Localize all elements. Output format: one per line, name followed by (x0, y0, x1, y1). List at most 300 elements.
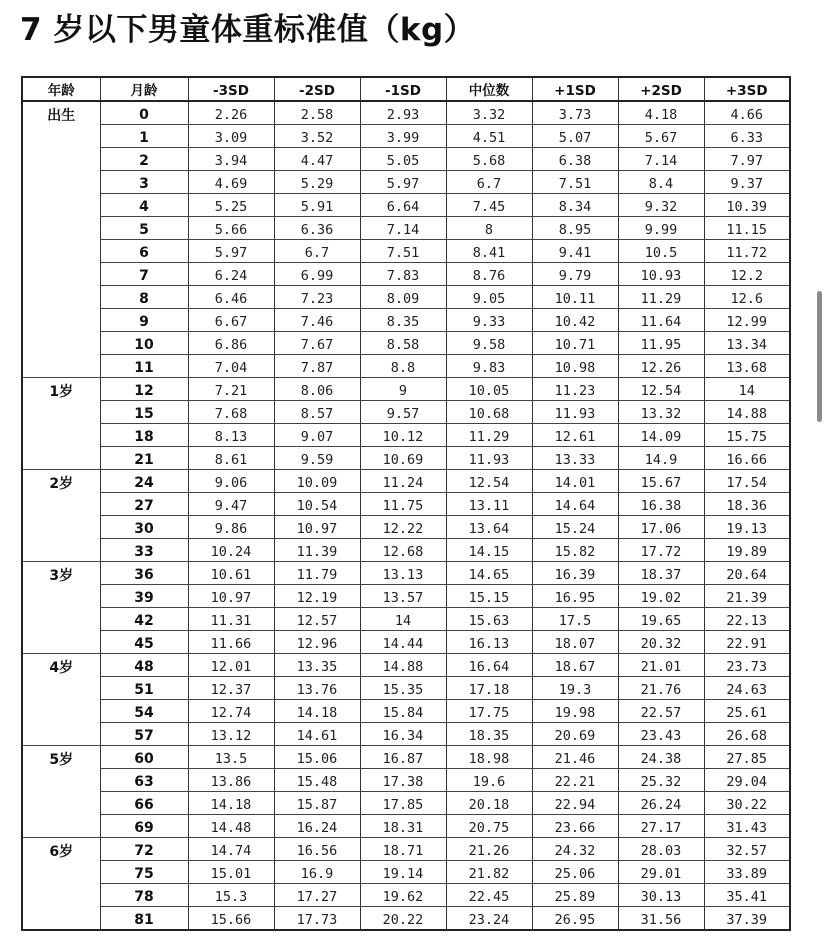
age-cell: 6岁 (22, 838, 100, 861)
value-cell: 2.93 (360, 101, 446, 125)
month-cell: 39 (100, 585, 188, 608)
header-minus-2sd: -2SD (274, 77, 360, 101)
value-cell: 12.61 (532, 424, 618, 447)
age-cell: 2岁 (22, 470, 100, 493)
value-cell: 11.39 (274, 539, 360, 562)
value-cell: 9.83 (446, 355, 532, 378)
table-row (22, 286, 790, 309)
value-cell: 15.35 (360, 677, 446, 700)
value-cell: 15.82 (532, 539, 618, 562)
value-cell: 13.33 (532, 447, 618, 470)
value-cell: 8.76 (446, 263, 532, 286)
value-cell: 12.01 (188, 654, 274, 677)
table-row (22, 355, 790, 378)
value-cell: 16.24 (274, 815, 360, 838)
value-cell: 18.67 (532, 654, 618, 677)
value-cell: 6.99 (274, 263, 360, 286)
value-cell: 19.13 (704, 516, 790, 539)
value-cell: 10.54 (274, 493, 360, 516)
value-cell: 17.18 (446, 677, 532, 700)
value-cell: 5.97 (188, 240, 274, 263)
value-cell: 11.29 (446, 424, 532, 447)
value-cell: 16.66 (704, 447, 790, 470)
value-cell: 12.6 (704, 286, 790, 309)
value-cell: 2.58 (274, 101, 360, 125)
age-cell (22, 309, 100, 332)
value-cell: 9.07 (274, 424, 360, 447)
value-cell: 12.54 (618, 378, 704, 401)
month-cell: 10 (100, 332, 188, 355)
value-cell: 19.3 (532, 677, 618, 700)
table-row (22, 309, 790, 332)
value-cell: 14.64 (532, 493, 618, 516)
value-cell: 22.57 (618, 700, 704, 723)
value-cell: 7.23 (274, 286, 360, 309)
value-cell: 9.32 (618, 194, 704, 217)
value-cell: 13.86 (188, 769, 274, 792)
value-cell: 3.73 (532, 101, 618, 125)
value-cell: 31.56 (618, 907, 704, 931)
age-cell (22, 792, 100, 815)
value-cell: 10.09 (274, 470, 360, 493)
value-cell: 26.24 (618, 792, 704, 815)
month-cell: 45 (100, 631, 188, 654)
value-cell: 11.24 (360, 470, 446, 493)
value-cell: 15.15 (446, 585, 532, 608)
value-cell: 7.97 (704, 148, 790, 171)
value-cell: 28.03 (618, 838, 704, 861)
value-cell: 17.5 (532, 608, 618, 631)
value-cell: 23.73 (704, 654, 790, 677)
value-cell: 12.74 (188, 700, 274, 723)
value-cell: 3.52 (274, 125, 360, 148)
month-cell: 8 (100, 286, 188, 309)
value-cell: 8.57 (274, 401, 360, 424)
value-cell: 8.58 (360, 332, 446, 355)
value-cell: 7.83 (360, 263, 446, 286)
value-cell: 11.66 (188, 631, 274, 654)
value-cell: 8.13 (188, 424, 274, 447)
value-cell: 9.06 (188, 470, 274, 493)
value-cell: 4.66 (704, 101, 790, 125)
age-cell (22, 401, 100, 424)
value-cell: 10.42 (532, 309, 618, 332)
value-cell: 13.57 (360, 585, 446, 608)
value-cell: 14 (360, 608, 446, 631)
value-cell: 18.07 (532, 631, 618, 654)
value-cell: 8.34 (532, 194, 618, 217)
value-cell: 9.79 (532, 263, 618, 286)
value-cell: 24.32 (532, 838, 618, 861)
age-cell: 5岁 (22, 746, 100, 769)
value-cell: 4.18 (618, 101, 704, 125)
weight-standard-table (21, 76, 791, 931)
value-cell: 10.61 (188, 562, 274, 585)
value-cell: 15.84 (360, 700, 446, 723)
value-cell: 12.96 (274, 631, 360, 654)
age-cell (22, 884, 100, 907)
value-cell: 3.09 (188, 125, 274, 148)
value-cell: 7.14 (360, 217, 446, 240)
value-cell: 23.43 (618, 723, 704, 746)
value-cell: 19.6 (446, 769, 532, 792)
value-cell: 16.56 (274, 838, 360, 861)
month-cell: 7 (100, 263, 188, 286)
table-row (22, 907, 790, 931)
value-cell: 14 (704, 378, 790, 401)
month-cell: 81 (100, 907, 188, 931)
value-cell: 29.01 (618, 861, 704, 884)
table-row (22, 769, 790, 792)
age-cell (22, 493, 100, 516)
value-cell: 14.88 (704, 401, 790, 424)
month-cell: 54 (100, 700, 188, 723)
value-cell: 21.01 (618, 654, 704, 677)
value-cell: 5.66 (188, 217, 274, 240)
value-cell: 11.15 (704, 217, 790, 240)
value-cell: 10.39 (704, 194, 790, 217)
value-cell: 22.91 (704, 631, 790, 654)
month-cell: 12 (100, 378, 188, 401)
value-cell: 26.95 (532, 907, 618, 931)
table-row (22, 884, 790, 907)
age-cell (22, 723, 100, 746)
value-cell: 16.95 (532, 585, 618, 608)
table-row (22, 608, 790, 631)
value-cell: 8.09 (360, 286, 446, 309)
month-cell: 15 (100, 401, 188, 424)
age-cell (22, 769, 100, 792)
age-cell (22, 263, 100, 286)
value-cell: 25.89 (532, 884, 618, 907)
value-cell: 7.14 (618, 148, 704, 171)
value-cell: 22.94 (532, 792, 618, 815)
value-cell: 13.12 (188, 723, 274, 746)
table-row (22, 217, 790, 240)
value-cell: 17.54 (704, 470, 790, 493)
table-row (22, 723, 790, 746)
table-row (22, 148, 790, 171)
value-cell: 9.99 (618, 217, 704, 240)
value-cell: 10.93 (618, 263, 704, 286)
value-cell: 9.37 (704, 171, 790, 194)
value-cell: 9 (360, 378, 446, 401)
value-cell: 16.64 (446, 654, 532, 677)
header-median: 中位数 (446, 77, 532, 101)
value-cell: 11.31 (188, 608, 274, 631)
age-cell (22, 355, 100, 378)
value-cell: 17.85 (360, 792, 446, 815)
value-cell: 15.06 (274, 746, 360, 769)
month-cell: 75 (100, 861, 188, 884)
age-cell (22, 125, 100, 148)
table-row (22, 470, 790, 493)
month-cell: 51 (100, 677, 188, 700)
value-cell: 12.19 (274, 585, 360, 608)
age-cell (22, 539, 100, 562)
age-cell (22, 286, 100, 309)
value-cell: 12.26 (618, 355, 704, 378)
value-cell: 10.68 (446, 401, 532, 424)
value-cell: 16.34 (360, 723, 446, 746)
table-row (22, 332, 790, 355)
value-cell: 6.36 (274, 217, 360, 240)
value-cell: 19.98 (532, 700, 618, 723)
value-cell: 12.57 (274, 608, 360, 631)
table-row (22, 378, 790, 401)
value-cell: 10.5 (618, 240, 704, 263)
value-cell: 12.54 (446, 470, 532, 493)
age-cell (22, 585, 100, 608)
value-cell: 5.29 (274, 171, 360, 194)
month-cell: 57 (100, 723, 188, 746)
value-cell: 22.21 (532, 769, 618, 792)
value-cell: 9.41 (532, 240, 618, 263)
table-row (22, 263, 790, 286)
month-cell: 18 (100, 424, 188, 447)
value-cell: 14.44 (360, 631, 446, 654)
age-cell (22, 700, 100, 723)
value-cell: 16.13 (446, 631, 532, 654)
value-cell: 14.65 (446, 562, 532, 585)
value-cell: 15.63 (446, 608, 532, 631)
value-cell: 4.69 (188, 171, 274, 194)
value-cell: 26.68 (704, 723, 790, 746)
value-cell: 21.46 (532, 746, 618, 769)
header-plus-3sd: +3SD (704, 77, 790, 101)
value-cell: 15.75 (704, 424, 790, 447)
value-cell: 8.41 (446, 240, 532, 263)
value-cell: 19.89 (704, 539, 790, 562)
value-cell: 15.87 (274, 792, 360, 815)
age-cell (22, 424, 100, 447)
table-row (22, 125, 790, 148)
value-cell: 12.22 (360, 516, 446, 539)
value-cell: 14.9 (618, 447, 704, 470)
month-cell: 69 (100, 815, 188, 838)
table-row (22, 677, 790, 700)
value-cell: 13.5 (188, 746, 274, 769)
value-cell: 6.33 (704, 125, 790, 148)
age-cell (22, 217, 100, 240)
value-cell: 18.35 (446, 723, 532, 746)
header-minus-3sd: -3SD (188, 77, 274, 101)
value-cell: 10.11 (532, 286, 618, 309)
month-cell: 0 (100, 101, 188, 125)
value-cell: 9.05 (446, 286, 532, 309)
value-cell: 15.24 (532, 516, 618, 539)
age-cell (22, 815, 100, 838)
table-row (22, 194, 790, 217)
value-cell: 3.99 (360, 125, 446, 148)
value-cell: 11.79 (274, 562, 360, 585)
value-cell: 5.05 (360, 148, 446, 171)
value-cell: 30.22 (704, 792, 790, 815)
age-cell (22, 148, 100, 171)
value-cell: 13.11 (446, 493, 532, 516)
value-cell: 7.46 (274, 309, 360, 332)
value-cell: 7.51 (360, 240, 446, 263)
value-cell: 8.4 (618, 171, 704, 194)
value-cell: 30.13 (618, 884, 704, 907)
value-cell: 6.7 (446, 171, 532, 194)
table-row (22, 838, 790, 861)
value-cell: 20.69 (532, 723, 618, 746)
value-cell: 20.22 (360, 907, 446, 931)
value-cell: 21.26 (446, 838, 532, 861)
age-cell: 3岁 (22, 562, 100, 585)
age-cell (22, 447, 100, 470)
table-header-row (22, 77, 790, 101)
value-cell: 17.06 (618, 516, 704, 539)
value-cell: 10.97 (274, 516, 360, 539)
value-cell: 18.36 (704, 493, 790, 516)
month-cell: 27 (100, 493, 188, 516)
value-cell: 10.12 (360, 424, 446, 447)
age-cell (22, 861, 100, 884)
month-cell: 72 (100, 838, 188, 861)
value-cell: 3.94 (188, 148, 274, 171)
value-cell: 14.09 (618, 424, 704, 447)
age-cell (22, 907, 100, 931)
month-cell: 66 (100, 792, 188, 815)
value-cell: 8 (446, 217, 532, 240)
value-cell: 7.51 (532, 171, 618, 194)
value-cell: 7.68 (188, 401, 274, 424)
value-cell: 4.47 (274, 148, 360, 171)
value-cell: 7.21 (188, 378, 274, 401)
value-cell: 9.58 (446, 332, 532, 355)
value-cell: 14.18 (188, 792, 274, 815)
value-cell: 8.61 (188, 447, 274, 470)
value-cell: 8.35 (360, 309, 446, 332)
table-row (22, 562, 790, 585)
table-row (22, 654, 790, 677)
value-cell: 27.17 (618, 815, 704, 838)
month-cell: 1 (100, 125, 188, 148)
value-cell: 15.3 (188, 884, 274, 907)
value-cell: 5.07 (532, 125, 618, 148)
value-cell: 5.97 (360, 171, 446, 194)
value-cell: 13.34 (704, 332, 790, 355)
value-cell: 4.51 (446, 125, 532, 148)
value-cell: 7.45 (446, 194, 532, 217)
value-cell: 9.86 (188, 516, 274, 539)
header-age: 年龄 (22, 77, 100, 101)
value-cell: 14.74 (188, 838, 274, 861)
value-cell: 7.67 (274, 332, 360, 355)
page-scrollbar[interactable] (817, 291, 822, 422)
value-cell: 11.72 (704, 240, 790, 263)
value-cell: 11.64 (618, 309, 704, 332)
value-cell: 8.8 (360, 355, 446, 378)
value-cell: 27.85 (704, 746, 790, 769)
value-cell: 14.18 (274, 700, 360, 723)
table-row (22, 792, 790, 815)
table-row (22, 815, 790, 838)
value-cell: 21.76 (618, 677, 704, 700)
table-row (22, 585, 790, 608)
value-cell: 10.24 (188, 539, 274, 562)
table-row (22, 539, 790, 562)
value-cell: 9.57 (360, 401, 446, 424)
value-cell: 14.61 (274, 723, 360, 746)
value-cell: 16.87 (360, 746, 446, 769)
header-plus-1sd: +1SD (532, 77, 618, 101)
value-cell: 24.63 (704, 677, 790, 700)
value-cell: 15.66 (188, 907, 274, 931)
table-row (22, 171, 790, 194)
value-cell: 5.91 (274, 194, 360, 217)
header-plus-2sd: +2SD (618, 77, 704, 101)
value-cell: 9.59 (274, 447, 360, 470)
value-cell: 8.95 (532, 217, 618, 240)
value-cell: 32.57 (704, 838, 790, 861)
value-cell: 6.7 (274, 240, 360, 263)
value-cell: 22.45 (446, 884, 532, 907)
month-cell: 30 (100, 516, 188, 539)
value-cell: 6.67 (188, 309, 274, 332)
value-cell: 20.32 (618, 631, 704, 654)
month-cell: 63 (100, 769, 188, 792)
value-cell: 16.38 (618, 493, 704, 516)
table-row (22, 447, 790, 470)
value-cell: 20.64 (704, 562, 790, 585)
age-cell (22, 240, 100, 263)
table-row (22, 240, 790, 263)
value-cell: 18.71 (360, 838, 446, 861)
value-cell: 11.23 (532, 378, 618, 401)
month-cell: 4 (100, 194, 188, 217)
value-cell: 19.62 (360, 884, 446, 907)
value-cell: 6.38 (532, 148, 618, 171)
value-cell: 17.38 (360, 769, 446, 792)
value-cell: 22.13 (704, 608, 790, 631)
month-cell: 48 (100, 654, 188, 677)
value-cell: 7.04 (188, 355, 274, 378)
table-row (22, 631, 790, 654)
value-cell: 18.98 (446, 746, 532, 769)
value-cell: 18.37 (618, 562, 704, 585)
value-cell: 9.47 (188, 493, 274, 516)
value-cell: 13.13 (360, 562, 446, 585)
value-cell: 16.39 (532, 562, 618, 585)
table-row (22, 861, 790, 884)
value-cell: 11.29 (618, 286, 704, 309)
value-cell: 8.06 (274, 378, 360, 401)
value-cell: 21.39 (704, 585, 790, 608)
value-cell: 11.75 (360, 493, 446, 516)
table-row (22, 700, 790, 723)
month-cell: 36 (100, 562, 188, 585)
value-cell: 29.04 (704, 769, 790, 792)
value-cell: 33.89 (704, 861, 790, 884)
value-cell: 12.99 (704, 309, 790, 332)
value-cell: 15.67 (618, 470, 704, 493)
value-cell: 12.37 (188, 677, 274, 700)
value-cell: 10.69 (360, 447, 446, 470)
age-cell: 4岁 (22, 654, 100, 677)
table-row (22, 516, 790, 539)
table-row (22, 401, 790, 424)
value-cell: 21.82 (446, 861, 532, 884)
value-cell: 9.33 (446, 309, 532, 332)
value-cell: 6.86 (188, 332, 274, 355)
age-cell (22, 171, 100, 194)
value-cell: 19.02 (618, 585, 704, 608)
age-cell: 1岁 (22, 378, 100, 401)
value-cell: 12.68 (360, 539, 446, 562)
